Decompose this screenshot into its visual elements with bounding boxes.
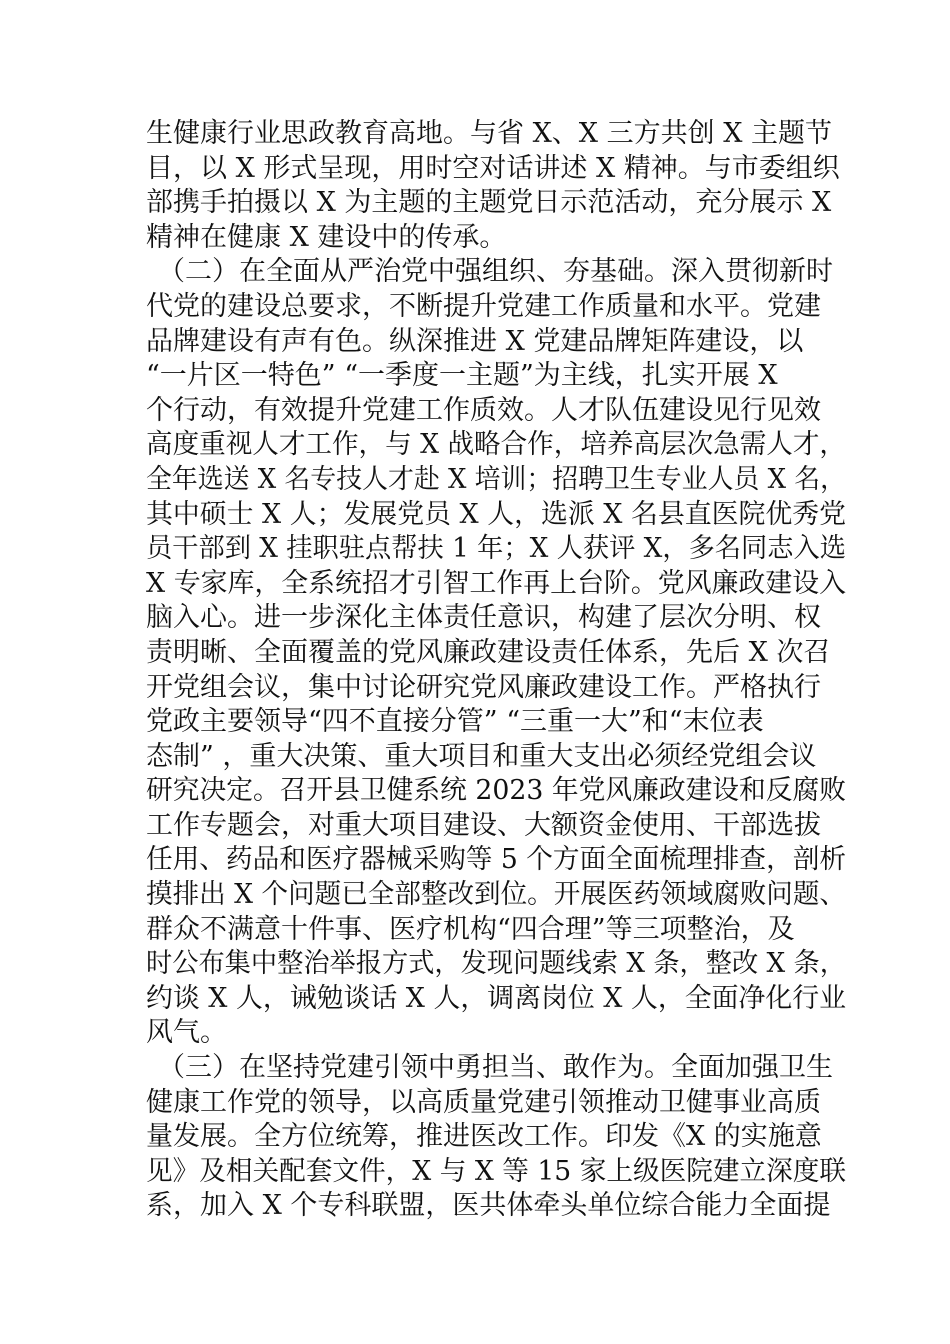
text-line: 开党组会议，集中讨论研究党风廉政建设工作。严格执行 xyxy=(146,671,821,703)
text-line: 健康工作党的领导，以高质量党建引领推动卫健事业高质 xyxy=(146,1086,821,1118)
text-line: 脑入心。进一步深化主体责任意识，构建了层次分明、权 xyxy=(146,602,821,634)
body-text xyxy=(146,117,846,1224)
text-line: 研究决定。召开县卫健系统 2023 年党风廉政建设和反腐败 xyxy=(146,775,846,807)
text-line: 风气。 xyxy=(146,1017,227,1049)
text-line: 目，以 X 形式呈现，用时空对话讲述 X 精神。与市委组织 xyxy=(146,152,840,184)
text-line: 高度重视人才工作，与 X 战略合作，培养高层次急需人才， xyxy=(146,429,846,461)
text-line: 约谈 X 人，诫勉谈话 X 人，调离岗位 X 人，全面净化行业 xyxy=(146,982,846,1014)
text-line: 部携手拍摄以 X 为主题的主题党日示范活动，充分展示 X xyxy=(146,187,832,219)
text-line: 生健康行业思政教育高地。与省 X、X 三方共创 X 主题节 xyxy=(146,118,832,149)
text-line: 群众不满意十件事、医疗机构“四合理”等三项整治，及 xyxy=(146,913,795,945)
section-heading-line: （三）在坚持党建引领中勇担当、敢作为。全面加强卫生 xyxy=(158,1052,833,1084)
text-line: 责明晰、全面覆盖的党风廉政建设责任体系，先后 X 次召 xyxy=(146,636,831,668)
text-line: 量发展。全方位统筹，推进医改工作。印发《X 的实施意 xyxy=(146,1121,822,1153)
text-line: 品牌建设有声有色。纵深推进 X 党建品牌矩阵建设，以 xyxy=(146,325,804,357)
text-line: 其中硕士 X 人；发展党员 X 人，选派 X 名县直医院优秀党 xyxy=(146,498,846,530)
text-line: 摸排出 X 个问题已全部整改到位。开展医药领域腐败问题、 xyxy=(146,879,846,911)
text-line: 见》及相关配套文件，X 与 X 等 15 家上级医院建立深度联 xyxy=(146,1155,846,1187)
text-line: 时公布集中整治举报方式，发现问题线索 X 条，整改 X 条， xyxy=(146,948,846,980)
text-line: 员干部到 X 挂职驻点帮扶 1 年；X 人获评 X，多名同志入选 xyxy=(146,533,846,565)
text-line: X 专家库，全系统招才引智工作再上台阶。党风廉政建设入 xyxy=(146,567,846,599)
text-line: 态制” ，重大决策、重大项目和重大支出必须经党组会议 xyxy=(146,740,817,772)
section-heading-line: （二）在全面从严治党中强组织、夯基础。深入贯彻新时 xyxy=(158,256,833,288)
text-line: 工作专题会，对重大项目建设、大额资金使用、干部选拔 xyxy=(146,809,821,841)
text-line: 全年选送 X 名专技人才赴 X 培训；招聘卫生专业人员 X 名， xyxy=(146,463,846,495)
text-line: 代党的建设总要求，不断提升党建工作质量和水平。党建 xyxy=(146,290,821,322)
text-line: 党政主要领导“四不直接分管” “三重一大”和“末位表 xyxy=(146,706,764,738)
text-line: 精神在健康 X 建设中的传承。 xyxy=(146,221,507,253)
text-line: 任用、药品和医疗器械采购等 5 个方面全面梳理排查，剖析 xyxy=(146,844,846,876)
text-line: 个行动，有效提升党建工作质效。人才队伍建设见行见效 xyxy=(146,394,821,426)
text-line: “一片区一特色” “一季度一主题”为主线，扎实开展 X xyxy=(146,360,778,392)
text-line: 系，加入 X 个专科联盟，医共体牵头单位综合能力全面提 xyxy=(146,1190,831,1222)
